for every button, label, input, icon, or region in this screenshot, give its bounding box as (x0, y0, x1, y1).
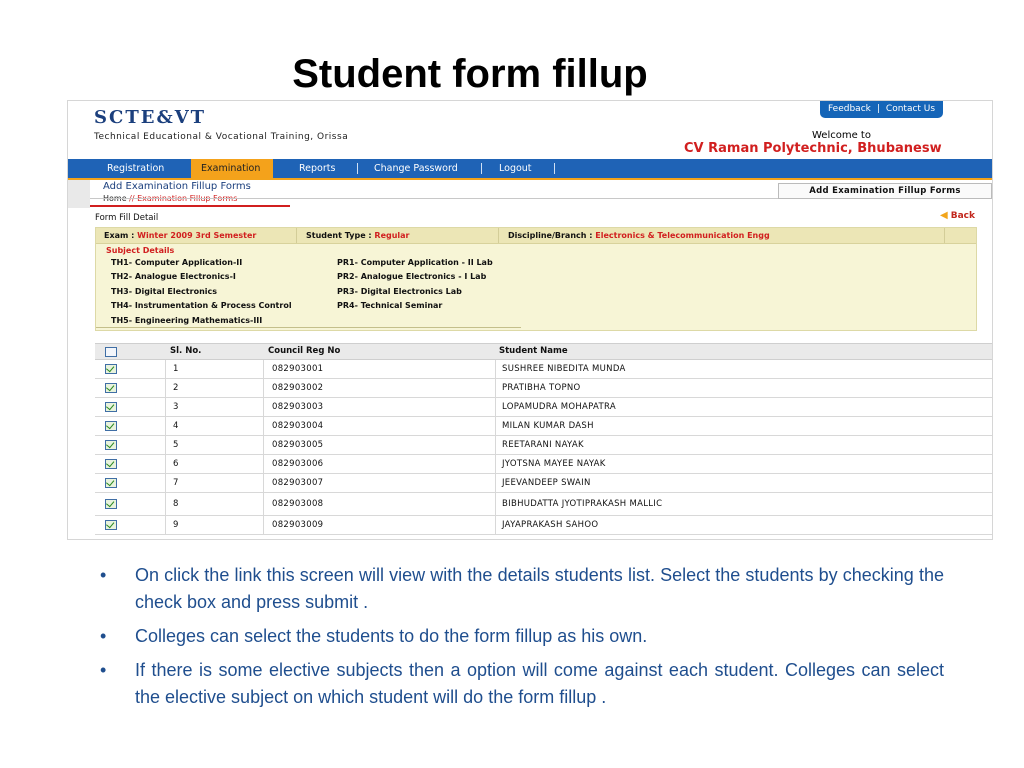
students-table (95, 343, 992, 539)
student-select-checkbox[interactable] (105, 440, 117, 450)
sl-no-cell: 2 (173, 383, 179, 393)
nav-separator (554, 163, 555, 174)
column-divider (165, 516, 166, 534)
column-divider (165, 417, 166, 435)
practical-subject: PR1- Computer Application - II Lab (337, 258, 493, 267)
bullet-text: If there is some elective subjects then a option will come against each student. Colleges can select the elective subject on which student will do the form fillup . (135, 660, 944, 707)
table-row (95, 493, 992, 516)
tab-add-examination-fillup-forms[interactable]: Add Examination Fillup Forms (778, 183, 992, 199)
student-select-checkbox[interactable] (105, 364, 117, 374)
council-reg-no-cell: 082903001 (272, 364, 324, 374)
sl-no-cell: 1 (173, 364, 179, 374)
column-divider (263, 360, 264, 378)
table-row (95, 379, 992, 398)
column-divider (495, 455, 496, 473)
column-divider (263, 379, 264, 397)
select-all-checkbox[interactable] (105, 347, 117, 357)
table-row (95, 398, 992, 417)
student-name-cell: MILAN KUMAR DASH (502, 421, 594, 431)
student-name-cell: SUSHREE NIBEDITA MUNDA (502, 364, 626, 374)
bullet-list (100, 562, 944, 718)
bullet-dot-icon: • (100, 565, 107, 585)
student-select-checkbox[interactable] (105, 459, 117, 469)
top-links (820, 101, 943, 118)
back-label: Back (950, 211, 975, 221)
nav-examination[interactable]: Examination (191, 159, 273, 178)
contact-us-link[interactable]: Contact Us (885, 104, 936, 114)
sl-no-cell: 6 (173, 459, 179, 469)
student-name-cell: JAYAPRAKASH SAHOO (502, 520, 599, 530)
council-reg-no-cell: 082903002 (272, 383, 324, 393)
info-divider (296, 228, 297, 243)
sidebar-strip (68, 180, 90, 208)
nav-separator (481, 163, 482, 174)
site-subtitle: Technical Educational & Vocational Training, Orissa (94, 132, 349, 142)
column-divider (495, 360, 496, 378)
student-name-cell: JYOTSNA MAYEE NAYAK (502, 459, 606, 469)
nav-change-password[interactable]: Change Password (374, 163, 458, 174)
sl-no-cell: 8 (173, 499, 179, 509)
column-divider (165, 360, 166, 378)
student-select-checkbox[interactable] (105, 383, 117, 393)
column-header-council-reg-no: Council Reg No (268, 346, 341, 356)
theory-subject: TH3- Digital Electronics (111, 287, 218, 296)
column-divider (165, 493, 166, 515)
theory-subject: TH4- Instrumentation & Process Control (111, 301, 292, 310)
table-row (95, 474, 992, 493)
portal-screenshot (67, 100, 993, 540)
student-type-field: Student Type : Regular (306, 231, 410, 240)
student-name-cell: REETARANI NAYAK (502, 440, 584, 450)
bullet-item (100, 562, 944, 616)
council-reg-no-cell: 082903003 (272, 402, 324, 412)
column-divider (165, 379, 166, 397)
column-divider (263, 516, 264, 534)
table-row (95, 417, 992, 436)
info-divider (944, 228, 945, 243)
column-divider (263, 474, 264, 492)
theory-subject: TH2- Analogue Electronics-I (111, 272, 236, 281)
link-separator: | (876, 104, 880, 114)
column-divider (263, 436, 264, 454)
theory-subject: TH1- Computer Application-II (111, 258, 243, 267)
student-name-cell: BIBHUDATTA JYOTIPRAKASH MALLIC (502, 499, 663, 509)
column-divider (263, 455, 264, 473)
student-select-checkbox[interactable] (105, 499, 117, 509)
nav-reports[interactable]: Reports (299, 163, 336, 174)
column-divider (495, 436, 496, 454)
bullet-text: On click the link this screen will view with the details students list. Select the students by checking the check box and press submit . (135, 565, 944, 612)
nav-registration[interactable]: Registration (107, 163, 165, 174)
exam-info-panel (95, 227, 977, 331)
theory-subject: TH5- Engineering Mathematics-III (111, 316, 263, 325)
sl-no-cell: 4 (173, 421, 179, 431)
sl-no-cell: 5 (173, 440, 179, 450)
discipline-value: Electronics & Telecommunication Engg (595, 231, 770, 240)
table-row (95, 455, 992, 474)
council-reg-no-cell: 082903007 (272, 478, 324, 488)
exam-info-row (96, 228, 976, 244)
council-reg-no-cell: 082903009 (272, 520, 324, 530)
student-name-cell: JEEVANDEEP SWAIN (502, 478, 591, 488)
feedback-link[interactable]: Feedback (828, 104, 871, 114)
bullet-dot-icon: • (100, 626, 107, 646)
subject-divider (96, 327, 521, 328)
council-reg-no-cell: 082903008 (272, 499, 324, 509)
student-select-checkbox[interactable] (105, 421, 117, 431)
student-name-cell: PRATIBHA TOPNO (502, 383, 581, 393)
bullet-item (100, 657, 944, 711)
council-reg-no-cell: 082903004 (272, 421, 324, 431)
discipline-field: Discipline/Branch : Electronics & Telecommunication Engg (508, 231, 770, 240)
column-divider (165, 398, 166, 416)
page-heading: Add Examination Fillup Forms (103, 181, 251, 192)
column-divider (165, 455, 166, 473)
column-divider (495, 417, 496, 435)
section-label: Form Fill Detail (95, 213, 159, 223)
table-header (95, 343, 992, 360)
back-arrow-icon: ◀ (940, 210, 948, 221)
column-header-sl-no: Sl. No. (170, 346, 202, 356)
column-divider (495, 493, 496, 515)
column-divider (263, 398, 264, 416)
column-divider (263, 493, 264, 515)
column-divider (263, 417, 264, 435)
nav-logout[interactable]: Logout (499, 163, 532, 174)
practical-subject: PR3- Digital Electronics Lab (337, 287, 462, 296)
student-type-value: Regular (374, 231, 410, 240)
column-divider (495, 398, 496, 416)
bullet-dot-icon: • (100, 660, 107, 680)
student-name-cell: LOPAMUDRA MOHAPATRA (502, 402, 616, 412)
column-divider (165, 436, 166, 454)
council-reg-no-cell: 082903006 (272, 459, 324, 469)
site-logo: SCTE&VT (94, 107, 207, 128)
sl-no-cell: 3 (173, 402, 179, 412)
nav-separator (357, 163, 358, 174)
student-select-checkbox[interactable] (105, 478, 117, 488)
practical-subject: PR4- Technical Seminar (337, 301, 443, 310)
sl-no-cell: 7 (173, 478, 179, 488)
info-divider (498, 228, 499, 243)
council-reg-no-cell: 082903005 (272, 440, 324, 450)
main-nav (68, 159, 992, 180)
table-row (95, 436, 992, 455)
column-divider (495, 379, 496, 397)
bullet-item (100, 623, 944, 650)
college-name: CV Raman Polytechnic, Bhubanesw (684, 141, 942, 156)
table-row (95, 360, 992, 379)
exam-value: Winter 2009 3rd Semester (137, 231, 257, 240)
student-select-checkbox[interactable] (105, 520, 117, 530)
column-divider (495, 474, 496, 492)
exam-field: Exam : Winter 2009 3rd Semester (104, 231, 257, 240)
bullet-text: Colleges can select the students to do the form fillup as his own. (135, 626, 648, 646)
sl-no-cell: 9 (173, 520, 179, 530)
back-button[interactable] (940, 210, 975, 221)
subject-details-heading: Subject Details (106, 246, 175, 255)
student-select-checkbox[interactable] (105, 402, 117, 412)
welcome-text: Welcome to (812, 130, 871, 141)
column-header-student-name: Student Name (499, 346, 568, 356)
slide-title: Student form fillup (292, 52, 648, 96)
column-divider (165, 474, 166, 492)
table-row (95, 516, 992, 535)
column-divider (495, 516, 496, 534)
practical-subject: PR2- Analogue Electronics - I Lab (337, 272, 487, 281)
breadcrumb-underline (90, 205, 290, 207)
